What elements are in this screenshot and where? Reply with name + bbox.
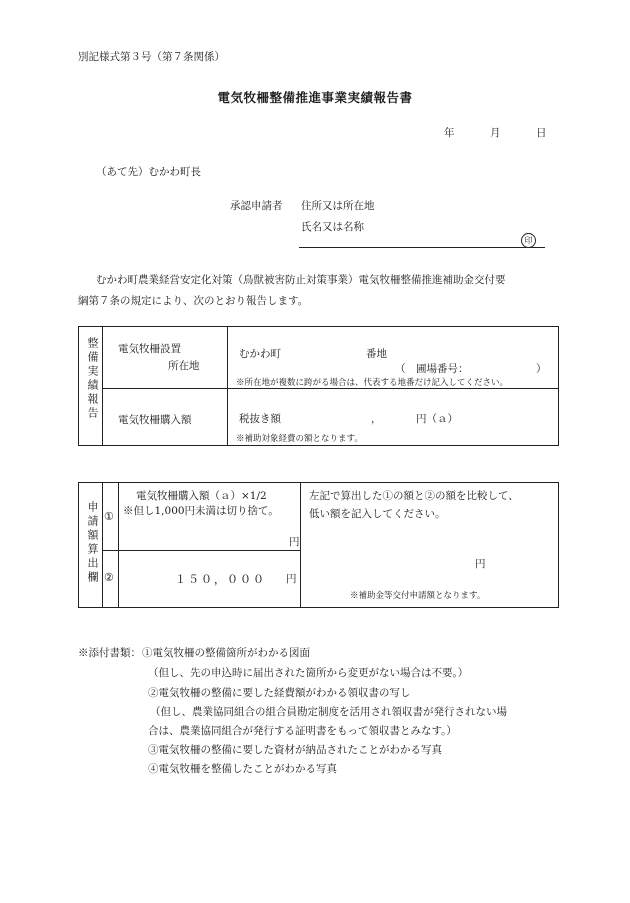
purchase-value-cell [228,389,559,446]
body-text-line1: むかわ町農業経営安定化対策（鳥獣被害防止対策事業）電気牧柵整備推進補助金交付要 [96,274,506,286]
comparison-note: ※補助金等交付申請額となります。 [350,591,486,601]
comparison-line1: 左記で算出した①の額と②の額を比較して、 [309,490,519,502]
name-label: 氏名又は名称 [301,221,364,233]
amount-comma: ， [371,413,382,425]
applicant-role: 承認申請者 [230,200,283,212]
purchase-yen-a: 円（ａ） [416,413,458,425]
location-note: ※所在地が複数に跨がる場合は、代表する地番だけ記入してください。 [236,378,509,388]
address-label: 住所又は所在地 [301,200,375,212]
document-title: 電気牧柵整備推進事業実績報告書 [217,90,413,105]
application-side-label: 申請額算出欄 [86,501,99,585]
field-number-open: （ 圃場番号： [395,363,469,375]
date-month: 月 [490,127,501,139]
performance-table [78,326,559,446]
tax-excluded-label: 税抜き額 [239,413,281,425]
date-day: 日 [536,127,547,139]
comparison-line2: 低い額を記入してください。 [309,508,446,520]
comparison-cell [301,483,559,608]
form-number: 別記様式第３号（第７条関係） [78,51,225,63]
attachment-item2-note-a: （但し、農業協同組合の組合員勘定制度を活用され領収書が発行されない場 [150,706,507,718]
attachment-item1-note: （但し、先の申込時に届出された箇所から変更がない場合は不要。） [148,667,469,679]
calc-row1-num-cell [103,483,119,551]
calc-row2-yen: 円 [286,573,297,585]
attachment-item4: ④電気牧柵を整備したことがわかる写真 [148,763,337,775]
location-label-a: 電気牧柵設置 [118,343,181,355]
signature-line [299,247,545,248]
performance-side-label-cell [79,327,103,446]
calc-row1-yen: 円 [289,536,300,548]
location-value-cell [228,327,559,389]
date-year: 年 [444,127,455,139]
seal-mark: 印 [521,233,536,248]
location-town: むかわ町 [239,348,281,360]
location-label-cell [103,327,228,389]
purchase-label-cell [103,389,228,446]
purchase-note: ※補助対象経費の額となります。 [236,434,363,444]
purchase-label: 電気牧柵購入額 [118,414,192,426]
attachment-item3: ③電気牧柵の整備に要した資材が納品されたことがわかる写真 [148,744,442,756]
location-label-b: 所在地 [168,360,200,372]
calc-row2-num: ② [104,571,114,584]
calc-row1-num: ① [104,510,114,523]
calc-row1-formula: 電気牧柵購入額（ａ）×1/2 [136,490,267,502]
comparison-yen: 円 [475,558,486,570]
calc-row2-cell [119,551,301,608]
performance-side-label: 整備実績報告 [86,337,99,421]
attachment-item1: ①電気牧柵の整備箇所がわかる図面 [142,647,310,659]
attachments-label: ※添付書類： [78,647,141,659]
attachment-item2-note-b: 合は、農業協同組合が発行する証明書をもって領収書とみなす。） [148,725,457,737]
location-banchi: 番地 [366,348,387,360]
calc-row1-cell [119,483,301,551]
application-side-label-cell [79,483,103,608]
attachment-item2: ②電気牧柵の整備に要した経費額がわかる領収書の写し [148,687,411,699]
calc-row2-amount: １５０，０００ [175,573,266,586]
application-amount-table [78,482,559,608]
body-text-line2: 綱第７条の規定により、次のとおり報告します。 [78,295,309,307]
addressee: （あて先）むかわ町長 [96,166,201,178]
calc-row1-note: ※但し1,000円未満は切り捨て。 [123,505,279,517]
calc-row2-num-cell [103,551,119,608]
field-number-close: ） [536,363,547,375]
